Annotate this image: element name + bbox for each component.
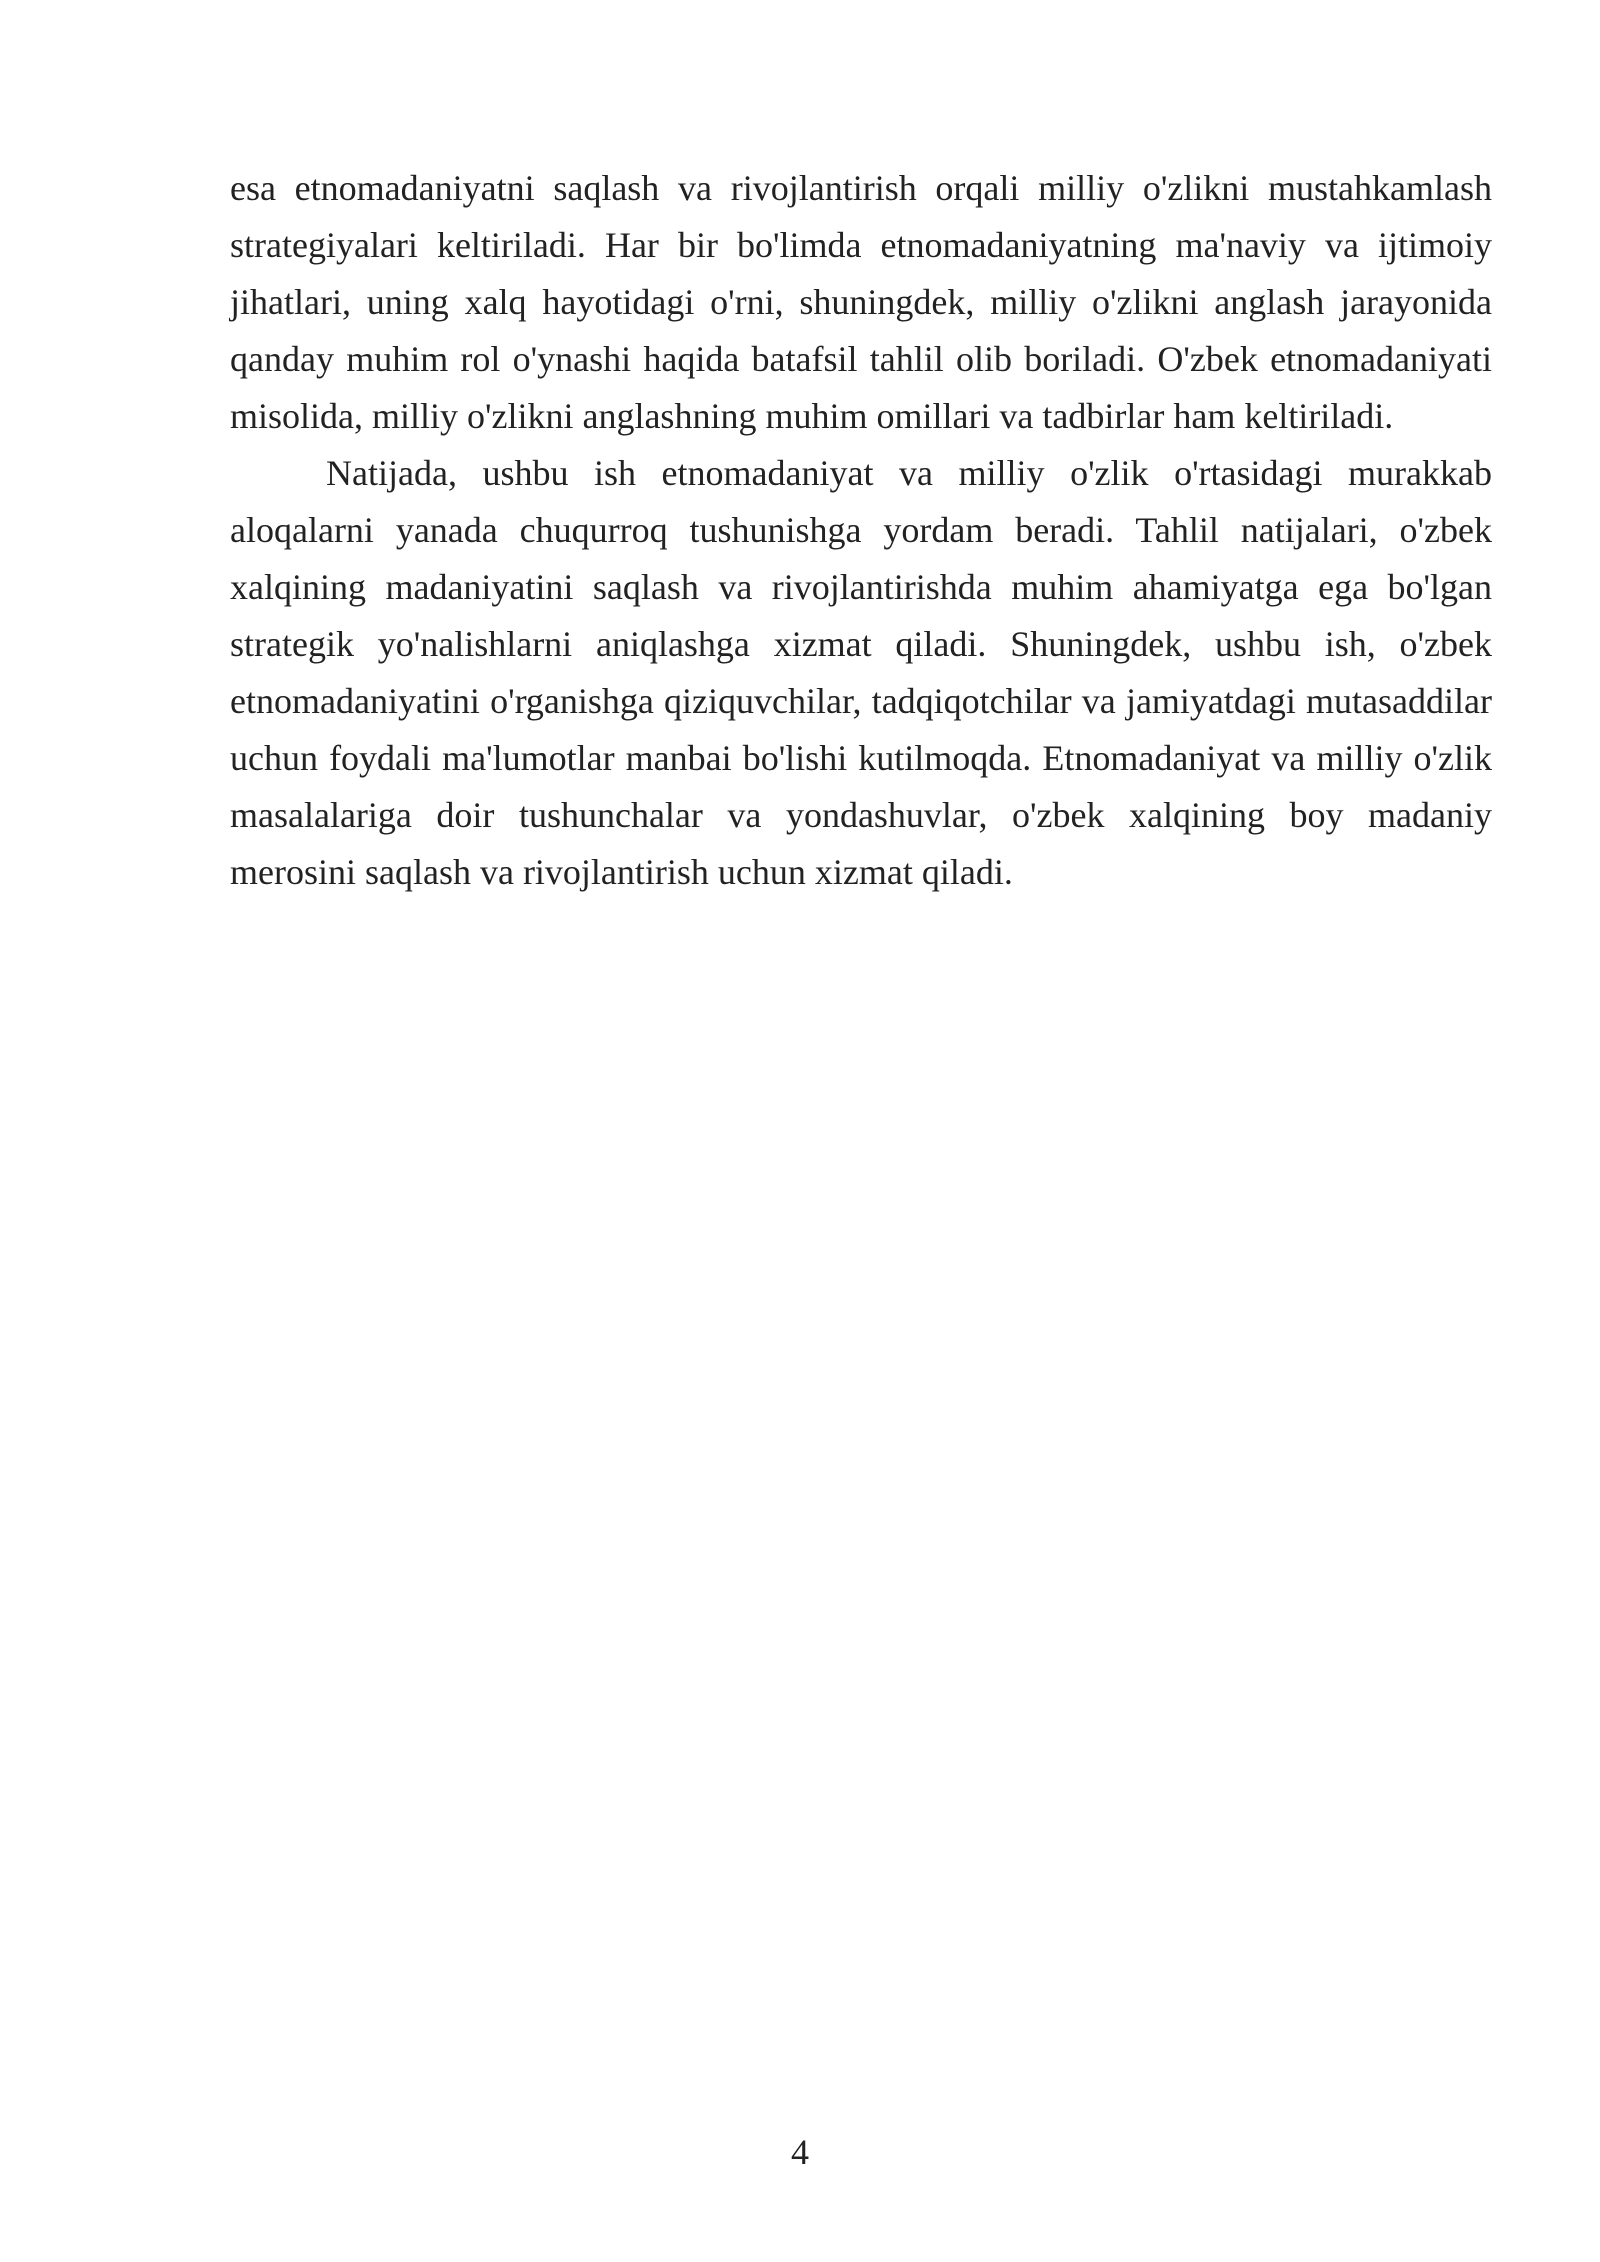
body-text bbox=[230, 160, 1492, 901]
page-number: 4 bbox=[791, 2132, 809, 2172]
paragraph-continuation: esa etnomadaniyatni saqlash va rivojlantirish orqali milliy o'zlikni mustahkamlash strategiyalari keltiriladi. Har bir bo'limda etnomadaniyatning ma'naviy va ijtimoiy jihatlari, uning xalq hayotidagi o'rni, shuningdek, milliy o'zlikni anglash jarayonida qanday muhim rol o'ynashi haqida batafsil tahlil olib boriladi. O'zbek etnomadaniyati misolida, milliy o'zlikni anglashning muhim omillari va tadbirlar ham keltiriladi. bbox=[230, 168, 1492, 436]
paragraph-conclusion: Natijada, ushbu ish etnomadaniyat va milliy o'zlik o'rtasidagi murakkab aloqalarni yanada chuqurroq tushunishga yordam beradi. Tahlil natijalari, o'zbek xalqining madaniyatini saqlash va rivojlantirishda muhim ahamiyatga ega bo'lgan strategik yo'nalishlarni aniqlashga xizmat qiladi. Shuningdek, ushbu ish, o'zbek etnomadaniyatini o'rganishga qiziquvchilar, tadqiqotchilar va jamiyatdagi mutasaddilar uchun foydali ma'lumotlar manbai bo'lishi kutilmoqda. Etnomadaniyat va milliy o'zlik masalalariga doir tushunchalar va yondashuvlar, o'zbek xalqining boy madaniy merosini saqlash va rivojlantirish uchun xizmat qiladi. bbox=[230, 453, 1492, 892]
